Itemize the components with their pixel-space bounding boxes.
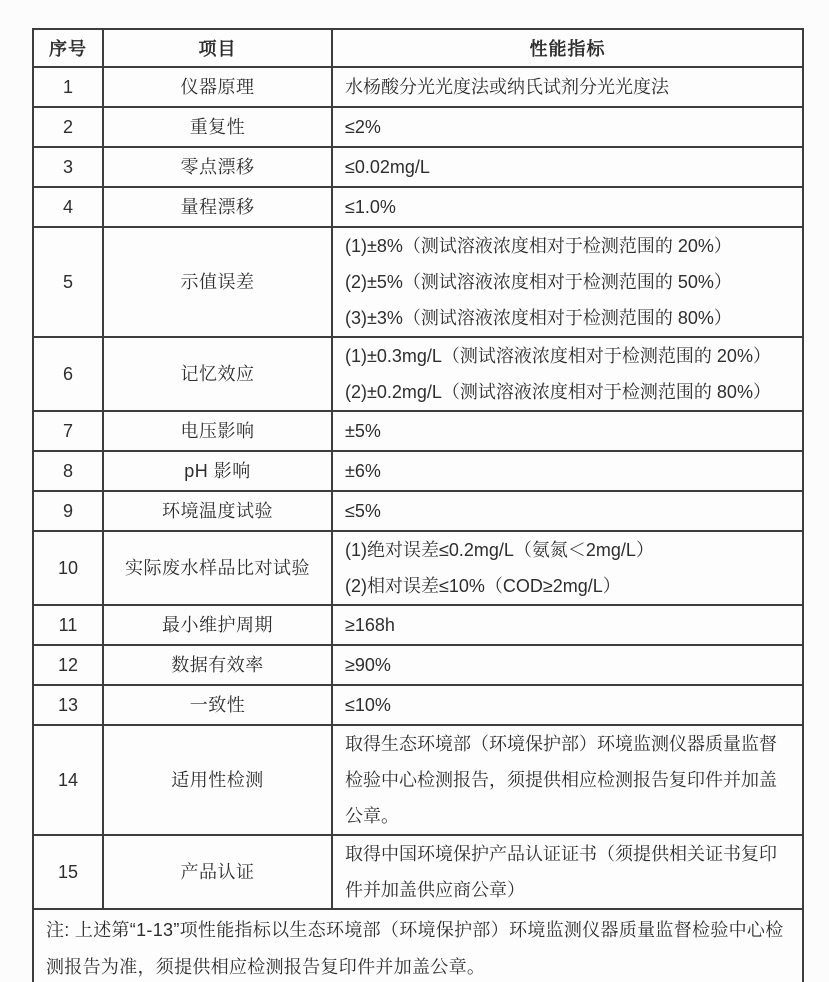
row-spec: [332, 147, 803, 187]
row-number: 9: [33, 491, 103, 531]
row-item: 产品认证: [103, 835, 332, 909]
row-item: pH 影响: [103, 451, 332, 491]
spec-line: 水杨酸分光光度法或纳氏试剂分光光度法: [345, 77, 669, 97]
spec-line: ≤0.02mg/L: [345, 157, 430, 177]
table-row: [33, 411, 803, 451]
row-item: 电压影响: [103, 411, 332, 451]
table-row: [33, 451, 803, 491]
row-item: 重复性: [103, 107, 332, 147]
spec-line: ≤5%: [345, 501, 381, 521]
row-spec: [332, 491, 803, 531]
row-number: 2: [33, 107, 103, 147]
row-item: 量程漂移: [103, 187, 332, 227]
row-spec: [332, 645, 803, 685]
row-spec: [332, 725, 803, 835]
row-item: 适用性检测: [103, 725, 332, 835]
spec-line: ≥168h: [345, 615, 395, 635]
row-number: 7: [33, 411, 103, 451]
spec-line: (1)±8%（测试溶液浓度相对于检测范围的 20%）: [345, 236, 732, 256]
spec-line: (1)绝对误差≤0.2mg/L（氨氮＜2mg/L）: [345, 540, 654, 560]
row-item: 数据有效率: [103, 645, 332, 685]
row-item: 实际废水样品比对试验: [103, 531, 332, 605]
table-row: [33, 835, 803, 909]
spec-line: ≤1.0%: [345, 197, 396, 217]
row-item: 最小维护周期: [103, 605, 332, 645]
row-spec: [332, 67, 803, 107]
row-number: 3: [33, 147, 103, 187]
spec-table: [32, 28, 804, 982]
table-row: [33, 67, 803, 107]
table-row: [33, 725, 803, 835]
table-row: [33, 491, 803, 531]
spec-table-header: [33, 29, 803, 67]
table-row: [33, 685, 803, 725]
table-row: [33, 147, 803, 187]
row-number: 10: [33, 531, 103, 605]
row-spec: [332, 227, 803, 337]
column-header-spec: 性能指标: [332, 29, 803, 67]
header-row: [33, 29, 803, 67]
row-number: 5: [33, 227, 103, 337]
row-spec: [332, 835, 803, 909]
spec-line: ±5%: [345, 421, 381, 441]
spec-table-body: [33, 67, 803, 909]
row-spec: [332, 605, 803, 645]
row-spec: [332, 337, 803, 411]
row-spec: [332, 685, 803, 725]
row-number: 6: [33, 337, 103, 411]
row-item: 零点漂移: [103, 147, 332, 187]
row-item: 示值误差: [103, 227, 332, 337]
spec-line: (1)±0.3mg/L（测试溶液浓度相对于检测范围的 20%）: [345, 346, 771, 366]
table-row: [33, 337, 803, 411]
row-spec: [332, 411, 803, 451]
row-spec: [332, 187, 803, 227]
spec-table-footer: [33, 909, 803, 982]
row-number: 8: [33, 451, 103, 491]
table-row: [33, 645, 803, 685]
table-row: [33, 531, 803, 605]
table-note: 注: 上述第“1-13”项性能指标以生态环境部（环境保护部）环境监测仪器质量监督检验中心检测报告为准，须提供相应检测报告复印件并加盖公章。: [33, 909, 803, 982]
note-row: [33, 909, 803, 982]
spec-line: 取得生态环境部（环境保护部）环境监测仪器质量监督检验中心检测报告，须提供相应检测报告复印件并加盖公章。: [345, 734, 777, 826]
row-spec: [332, 451, 803, 491]
row-number: 1: [33, 67, 103, 107]
spec-line: (3)±3%（测试溶液浓度相对于检测范围的 80%）: [345, 308, 732, 328]
spec-line: ≤10%: [345, 695, 391, 715]
table-row: [33, 227, 803, 337]
spec-line: ≤2%: [345, 117, 381, 137]
spec-line: (2)±0.2mg/L（测试溶液浓度相对于检测范围的 80%）: [345, 382, 771, 402]
row-number: 15: [33, 835, 103, 909]
row-number: 14: [33, 725, 103, 835]
table-row: [33, 187, 803, 227]
table-row: [33, 605, 803, 645]
row-spec: [332, 531, 803, 605]
spec-line: (2)相对误差≤10%（COD≥2mg/L）: [345, 576, 621, 596]
spec-line: ±6%: [345, 461, 381, 481]
row-spec: [332, 107, 803, 147]
row-number: 11: [33, 605, 103, 645]
spec-line: 取得中国环境保护产品认证证书（须提供相关证书复印件并加盖供应商公章）: [345, 844, 777, 900]
row-item: 一致性: [103, 685, 332, 725]
row-number: 4: [33, 187, 103, 227]
row-number: 13: [33, 685, 103, 725]
column-header-number: 序号: [33, 29, 103, 67]
table-row: [33, 107, 803, 147]
spec-line: (2)±5%（测试溶液浓度相对于检测范围的 50%）: [345, 272, 732, 292]
row-number: 12: [33, 645, 103, 685]
row-item: 环境温度试验: [103, 491, 332, 531]
column-header-item: 项目: [103, 29, 332, 67]
spec-line: ≥90%: [345, 655, 391, 675]
row-item: 仪器原理: [103, 67, 332, 107]
row-item: 记忆效应: [103, 337, 332, 411]
